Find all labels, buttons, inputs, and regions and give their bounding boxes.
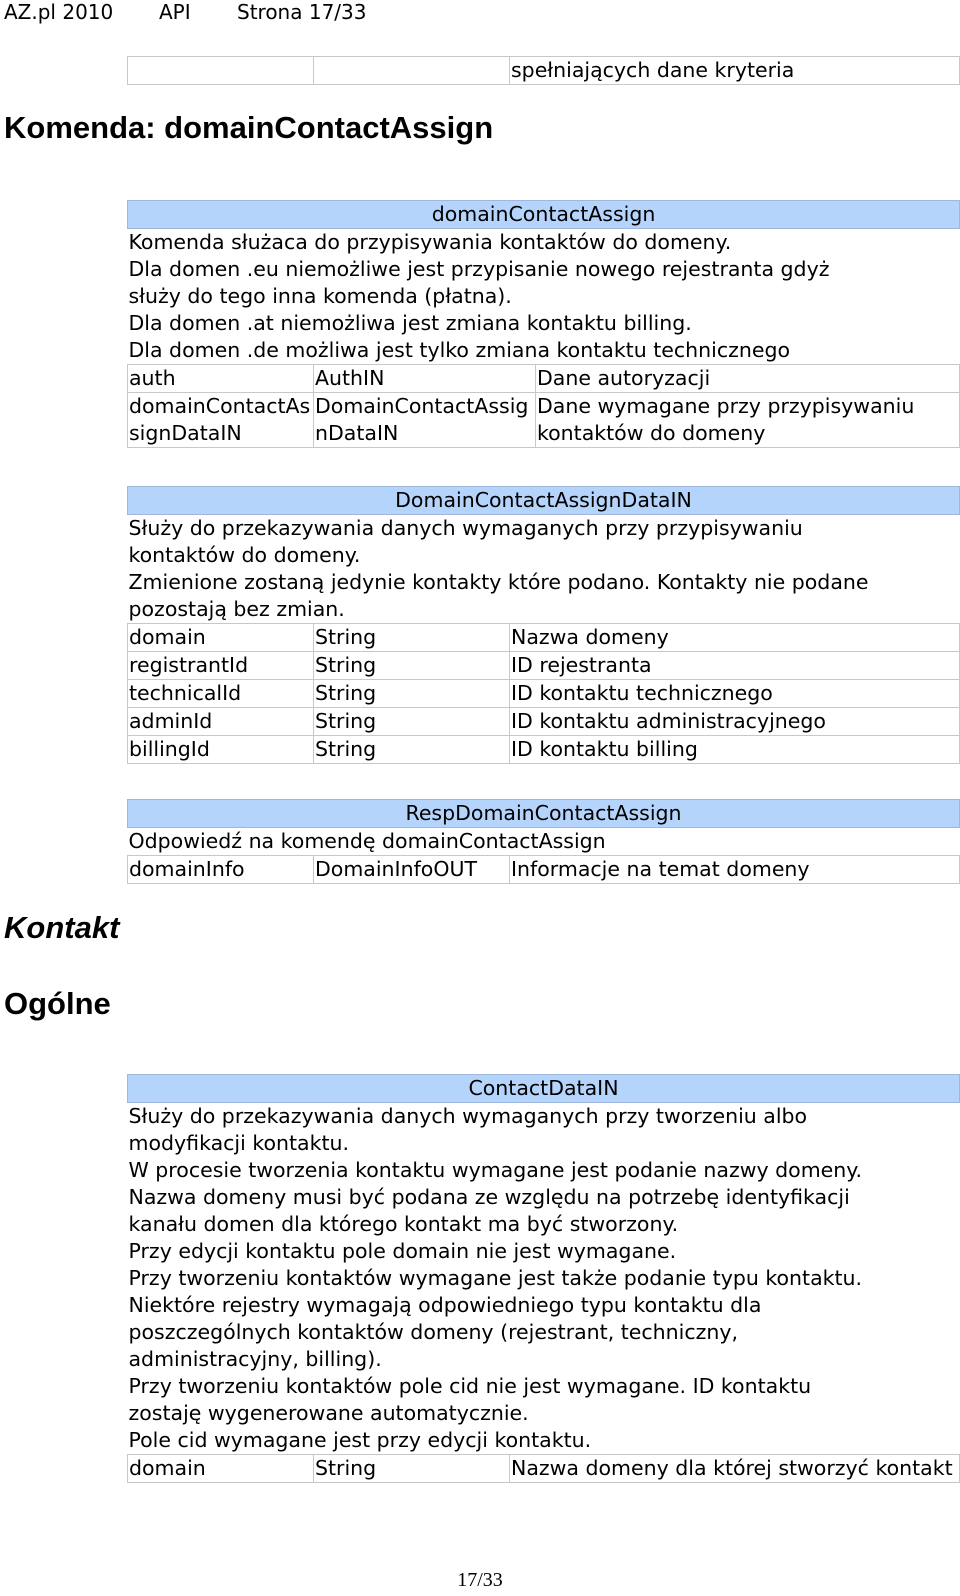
description-line: pozostają bez zmian. (128, 597, 345, 621)
field-name: billingId (128, 736, 314, 764)
description-line: modyfikacji kontaktu. (128, 1131, 350, 1155)
previous-table-fragment (127, 56, 960, 85)
description-line: Służy do przekazywania danych wymaganych przy tworzeniu albo (128, 1104, 808, 1128)
description-line: Dla domen .eu niemożliwe jest przypisanie nowego rejestranta gdyż (128, 257, 830, 281)
description-line: administracyjny, billing). (128, 1347, 382, 1371)
response-table (127, 799, 960, 884)
table-cell (128, 57, 314, 85)
description-line: W procesie tworzenia kontaktu wymagane jest podanie nazwy domeny. (128, 1158, 863, 1182)
table-row (128, 57, 960, 85)
field-name: technicalId (128, 680, 314, 708)
description-line: Przy tworzeniu kontaktów pole cid nie jest wymagane. ID kontaktu (128, 1374, 812, 1398)
table-row (128, 708, 960, 736)
param-description: Dane autoryzacji (536, 365, 960, 393)
description-line: kanału domen dla którego kontakt ma być stworzony. (128, 1212, 679, 1236)
field-description: ID rejestranta (510, 652, 960, 680)
command-table (127, 200, 960, 448)
table-row (128, 365, 960, 393)
field-type: DomainInfoOUT (314, 856, 510, 884)
description-line: Dla domen .de możliwa jest tylko zmiana kontaktu technicznego (128, 338, 791, 362)
param-description: Dane wymagane przy przypisywaniu kontaktów do domeny (536, 393, 960, 448)
header-section: API (159, 0, 191, 24)
table-description (128, 229, 960, 365)
header-page: Strona 17/33 (237, 0, 367, 24)
field-type: String (314, 1455, 510, 1483)
description-line: Odpowiedź na komendę domainContactAssign (128, 829, 606, 853)
field-name: domain (128, 1455, 314, 1483)
description-line: kontaktów do domeny. (128, 543, 361, 567)
field-description: Nazwa domeny (510, 624, 960, 652)
description-line: Komenda służaca do przypisywania kontaktów do domeny. (128, 230, 732, 254)
command-heading: Komenda: domainContactAssign (4, 110, 494, 145)
section-heading-kontakt: Kontakt (4, 910, 120, 945)
contact-data-in-table (127, 1074, 960, 1483)
field-name: domain (128, 624, 314, 652)
field-type: String (314, 708, 510, 736)
param-name: domainContactAssignDataIN (128, 393, 314, 448)
table-cell (314, 57, 510, 85)
table-title: domainContactAssign (128, 201, 960, 229)
table-row (128, 393, 960, 448)
description-line: Niektóre rejestry wymagają odpowiedniego typu kontaktu dla (128, 1293, 762, 1317)
field-type: String (314, 736, 510, 764)
table-row (128, 1455, 960, 1483)
table-row (128, 624, 960, 652)
field-type: String (314, 652, 510, 680)
description-line: Nazwa domeny musi być podana ze względu na potrzebę identyfikacji (128, 1185, 850, 1209)
field-type: String (314, 680, 510, 708)
subsection-heading-ogolne: Ogólne (4, 986, 111, 1021)
description-line: Dla domen .at niemożliwa jest zmiana kontaktu billing. (128, 311, 692, 335)
field-name: adminId (128, 708, 314, 736)
table-description (128, 828, 960, 856)
table-row (128, 652, 960, 680)
field-description: ID kontaktu administracyjnego (510, 708, 960, 736)
param-type: AuthIN (314, 365, 536, 393)
field-description: ID kontaktu billing (510, 736, 960, 764)
table-row (128, 856, 960, 884)
table-row (128, 736, 960, 764)
page-number: 17/33 (457, 1569, 503, 1591)
table-row (128, 680, 960, 708)
description-line: zostaję wygenerowane automatycznie. (128, 1401, 529, 1425)
param-type: DomainContactAssignDataIN (314, 393, 536, 448)
field-name: domainInfo (128, 856, 314, 884)
table-description (128, 515, 960, 624)
table-description (128, 1103, 960, 1455)
field-description: Nazwa domeny dla której stworzyć kontakt (510, 1455, 960, 1483)
description-line: służy do tego inna komenda (płatna). (128, 284, 512, 308)
header-doc-title: AZ.pl 2010 (4, 0, 114, 24)
description-line: Zmienione zostaną jedynie kontakty które podano. Kontakty nie podane (128, 570, 869, 594)
field-description: ID kontaktu technicznego (510, 680, 960, 708)
table-cell: spełniających dane kryteria (510, 57, 960, 85)
data-in-table (127, 486, 960, 764)
description-line: Pole cid wymagane jest przy edycji kontaktu. (128, 1428, 592, 1452)
description-line: poszczególnych kontaktów domeny (rejestrant, techniczny, (128, 1320, 739, 1344)
param-name: auth (128, 365, 314, 393)
field-name: registrantId (128, 652, 314, 680)
table-title: ContactDataIN (128, 1075, 960, 1103)
field-description: Informacje na temat domeny (510, 856, 960, 884)
description-line: Przy edycji kontaktu pole domain nie jest wymagane. (128, 1239, 677, 1263)
table-title: DomainContactAssignDataIN (128, 487, 960, 515)
description-line: Służy do przekazywania danych wymaganych przy przypisywaniu (128, 516, 803, 540)
table-title: RespDomainContactAssign (128, 800, 960, 828)
description-line: Przy tworzeniu kontaktów wymagane jest także podanie typu kontaktu. (128, 1266, 863, 1290)
field-type: String (314, 624, 510, 652)
